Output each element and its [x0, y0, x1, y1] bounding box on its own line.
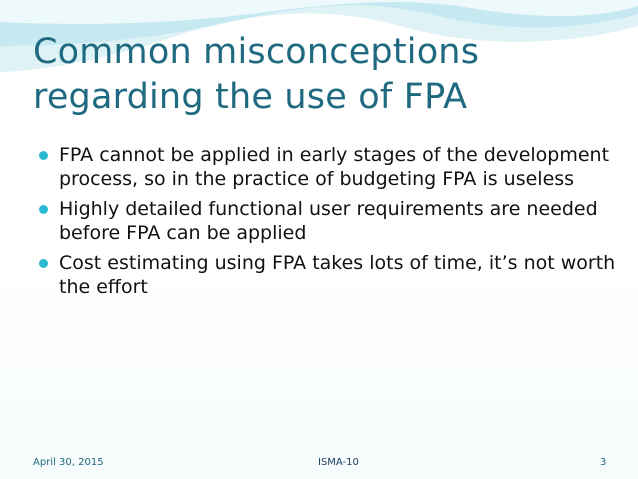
bullet-dot-icon — [39, 205, 48, 214]
bullet-line: FPA cannot be applied in early stages of the development — [59, 144, 610, 166]
footer-conference: ISMA-10 — [318, 457, 359, 468]
bullet-list — [42, 143, 622, 305]
bullet-line: Highly detailed functional user requirements are needed — [59, 198, 598, 220]
bullet-dot-icon — [39, 259, 48, 268]
slide-number: 3 — [600, 457, 607, 468]
bullet-line: Cost estimating using FPA takes lots of time, it’s not worth — [59, 252, 616, 274]
bullet-item — [42, 251, 622, 299]
title-line: Common misconceptions — [33, 32, 480, 72]
bullet-item — [42, 143, 622, 191]
slide-title — [33, 30, 613, 120]
bullet-line: the effort — [59, 276, 148, 298]
title-line: regarding the use of FPA — [33, 77, 468, 117]
bullet-item — [42, 197, 622, 245]
footer-date: April 30, 2015 — [33, 457, 104, 468]
bullet-line: process, so in the practice of budgeting FPA is useless — [59, 168, 575, 190]
bullet-dot-icon — [39, 151, 48, 160]
bullet-line: before FPA can be applied — [59, 222, 307, 244]
